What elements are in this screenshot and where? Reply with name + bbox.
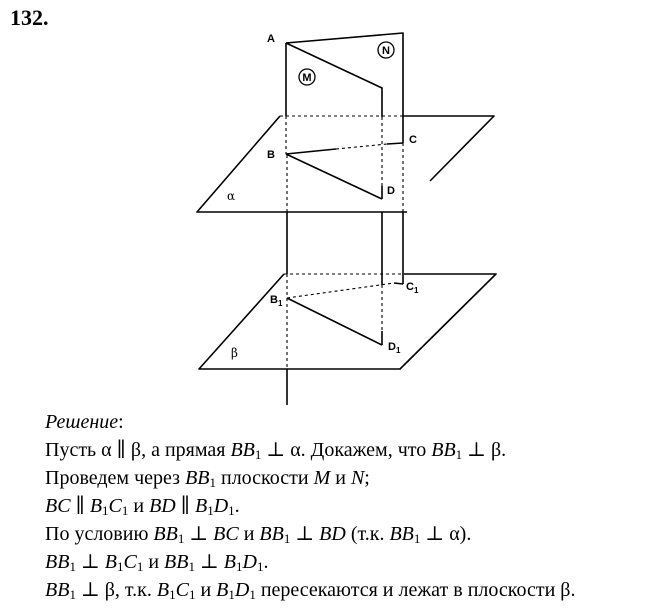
- line-c1-stub: [394, 283, 403, 284]
- line-b1c1-hidden: [287, 283, 394, 298]
- label-n: N: [382, 45, 390, 57]
- label-c: C: [409, 134, 417, 146]
- line-bd-visible: [286, 154, 382, 199]
- label-c1: $C_1$: [406, 281, 419, 295]
- label-b1: $B_1$: [270, 294, 283, 308]
- label-b: B: [267, 149, 275, 161]
- solution-line-1: Пусть α ∥ β, а прямая $BB_1$ ⊥ α. Докажем, что $BB_1$ ⊥ β.: [45, 439, 507, 462]
- solution-line-3: BC ∥ $B_1C_1$ и BD ∥ $B_1D_1$.: [45, 495, 240, 518]
- label-alpha: α: [227, 189, 236, 203]
- plane-alpha-edge-right: [403, 116, 494, 181]
- solution-heading: Решение:: [45, 411, 124, 433]
- label-m: M: [302, 72, 312, 84]
- line-b1d1: [287, 298, 382, 345]
- line-bc-visible: [286, 149, 336, 154]
- line-c-stub: [387, 143, 403, 144]
- solution-line-6: $BB_1$ ⊥ β, т.к. $B_1C_1$ и $B_1D_1$ пересекаются и лежат в плоскости β.: [45, 579, 576, 602]
- plane-m: [286, 43, 382, 117]
- solution-line-5: $BB_1$ ⊥ $B_1C_1$ и $BB_1$ ⊥ $B_1D_1$.: [45, 551, 269, 574]
- label-a: A: [267, 33, 275, 45]
- label-d1: $D_1$: [388, 341, 401, 355]
- solution-text: [45, 408, 650, 604]
- plane-beta-edge: [199, 274, 496, 369]
- label-beta: β: [231, 346, 238, 360]
- label-d: D: [387, 185, 395, 197]
- solution-line-4: По условию $BB_1$ ⊥ BC и $BB_1$ ⊥ BD (т.к. $BB_1$ ⊥ α).: [45, 523, 472, 546]
- problem-number: 132.: [10, 5, 49, 30]
- solution-line-2: Проведем через $BB_1$ плоскости M и N;: [45, 467, 370, 490]
- line-bc-hidden: [336, 144, 387, 149]
